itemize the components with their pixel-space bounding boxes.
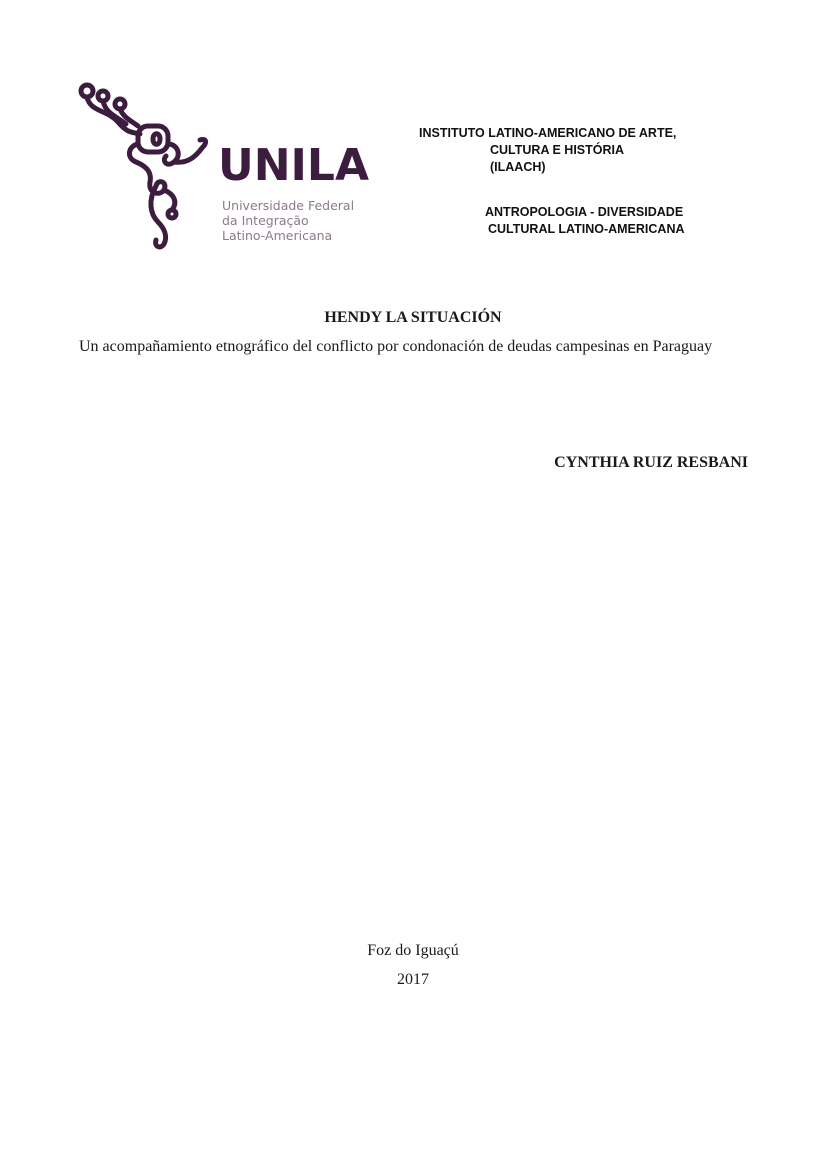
thesis-author: CYNTHIA RUIZ RESBANI (554, 454, 748, 471)
unila-wordmark: UNILA (218, 140, 370, 191)
footer-city: Foz do Iguaçú (367, 942, 459, 959)
institute-line: CULTURA E HISTÓRIA (490, 143, 625, 157)
unila-subtitle-line: Latino-Americana (222, 228, 333, 243)
thesis-title: HENDY LA SITUACIÓN (324, 309, 502, 326)
institute-line: INSTITUTO LATINO-AMERICANO DE ARTE, (419, 126, 677, 140)
program-heading (485, 204, 685, 238)
thesis-subtitle: Un acompañamiento etnográfico del conflicto por condonación de deudas campesinas en Paraguay (79, 338, 713, 355)
unila-logo (78, 82, 370, 252)
program-line: CULTURAL LATINO-AMERICANA (488, 222, 685, 236)
unila-subtitle-line: da Integração (222, 213, 309, 228)
institute-heading (419, 125, 676, 176)
unila-knot-emblem-icon (78, 82, 218, 252)
unila-subtitle (222, 198, 354, 243)
footer-year: 2017 (397, 971, 429, 988)
program-line: ANTROPOLOGIA - DIVERSIDADE (485, 205, 684, 219)
institute-line: (ILAACH) (490, 160, 546, 174)
unila-subtitle-line: Universidade Federal (222, 198, 355, 213)
